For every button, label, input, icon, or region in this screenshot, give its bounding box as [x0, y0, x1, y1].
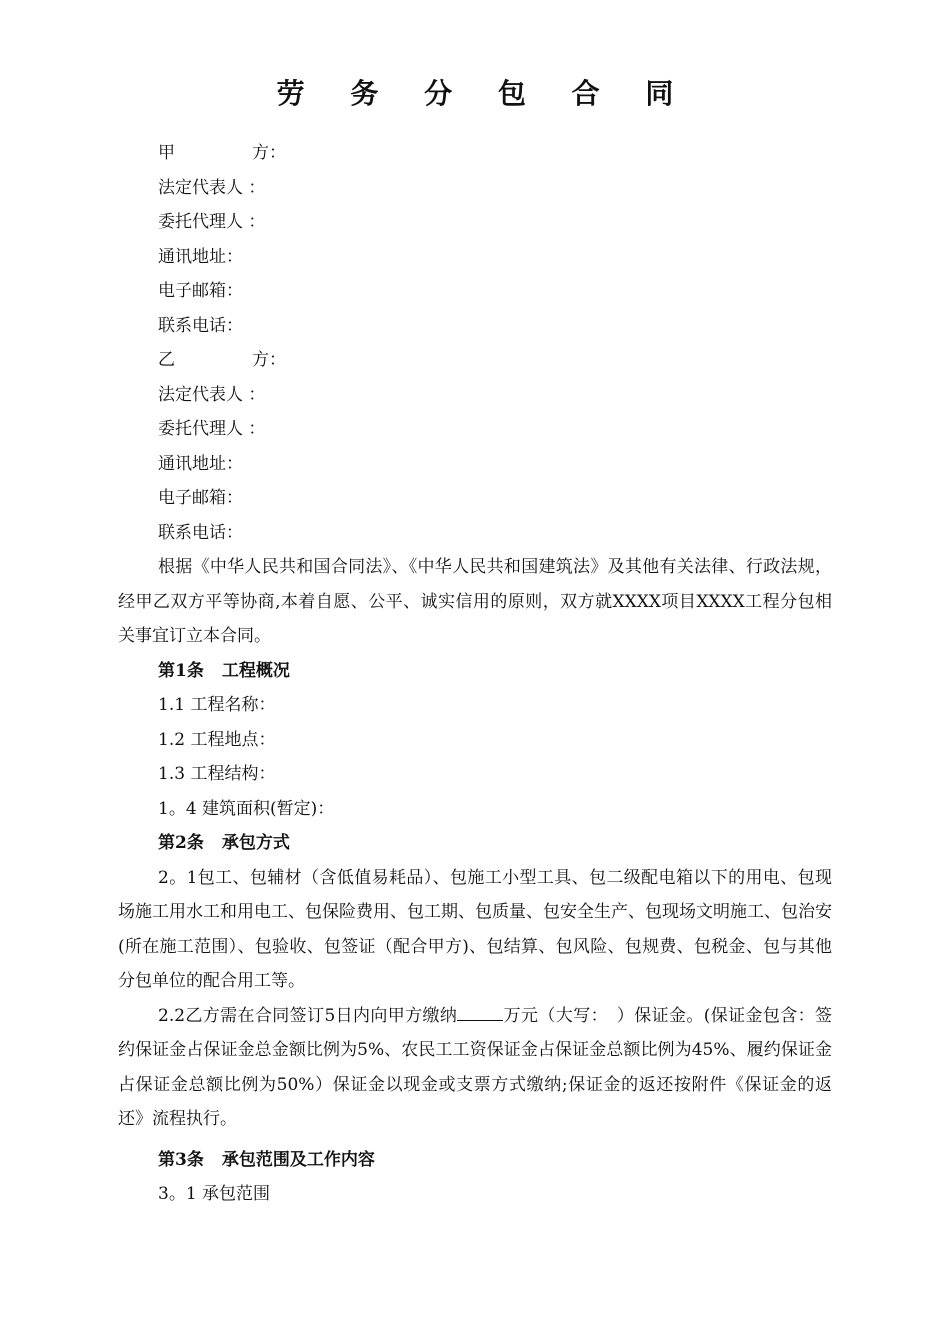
party-b-phone: 联系电话：: [158, 522, 243, 543]
article-3-number: 第3条: [158, 1149, 204, 1170]
article-3-heading: [118, 1143, 832, 1178]
article-1-item-3: 1.3 工程结构：: [158, 764, 276, 784]
amount-blank: [457, 1004, 503, 1021]
article-2-p2-before: 2.2乙方需在合同签订5日内向甲方缴纳: [158, 1005, 458, 1026]
article-2-paragraph-2: [118, 999, 832, 1137]
article-1-heading: [118, 654, 832, 689]
article-1-number: 第1条: [158, 660, 204, 681]
article-3-item-1: 3。1 承包范围: [158, 1184, 271, 1204]
article-2-paragraph-1: 2。1包工、包辅材（含低值易耗品）、包施工小型工具、包二级配电箱以下的用电、包现场施工用水工和用电工、包保险费用、包工期、包质量、包安全生产、包现场文明施工、包治安(所在施工范围）、包验收、包签证（配合甲方)、包结算、包风险、包规费、包税金、包与其他分包单位的配合用工等。: [118, 867, 832, 991]
article-2-heading: [118, 826, 832, 861]
party-a-label: [118, 136, 832, 171]
document-title: 劳 务 分 包 合 同: [276, 77, 692, 110]
party-a-legal-rep: 法定代表人 ：: [158, 177, 266, 198]
article-2-p2-after: 万元（大写： ）保证金。(保证金包含：签约保证金占保证金总金额比例为5%、农民工工资保证金占保证金总额比例为45%、履约保证金占保证金总额比例为50%）保证金以现金或支票方式缴纳;保证金的返还按附件《保证金的返还》流程执行。: [118, 1005, 832, 1129]
party-a-phone: 联系电话：: [158, 315, 243, 336]
party-a-suffix: 方：: [252, 143, 286, 163]
party-b-legal-rep: 法定代表人 ：: [158, 384, 266, 405]
party-a-char: 甲: [158, 143, 175, 163]
party-a-email: 电子邮箱：: [158, 281, 243, 301]
party-a-address: 通讯地址：: [158, 246, 243, 267]
party-b-email: 电子邮箱：: [158, 488, 243, 508]
party-b-label: [118, 343, 832, 378]
party-b-suffix: 方：: [252, 350, 286, 370]
article-1-item-4: 1。4 建筑面积(暂定)：: [158, 798, 335, 819]
article-1-item-1: 1.1 工程名称：: [158, 695, 276, 715]
article-3-title: 承包范围及工作内容: [221, 1149, 375, 1170]
party-b-address: 通讯地址：: [158, 453, 243, 474]
preamble-paragraph: 根据《中华人民共和国合同法》、《中华人民共和国建筑法》及其他有关法律、行政法规，经甲乙双方平等协商,本着自愿、公平、诚实信用的原则，双方就XXXX项目XXXX工程分包相关事宜订立本合同。: [118, 557, 832, 646]
party-b-agent: 委托代理人 ：: [158, 419, 266, 439]
party-a-agent: 委托代理人 ：: [158, 212, 266, 232]
party-b-section: [118, 343, 832, 550]
party-a-section: [118, 136, 832, 343]
article-2-title: 承包方式: [221, 833, 290, 853]
article-1-title: 工程概况: [221, 660, 290, 681]
article-2-number: 第2条: [158, 833, 204, 853]
article-1-item-2: 1.2 工程地点：: [158, 729, 276, 750]
party-b-char: 乙: [158, 350, 175, 370]
